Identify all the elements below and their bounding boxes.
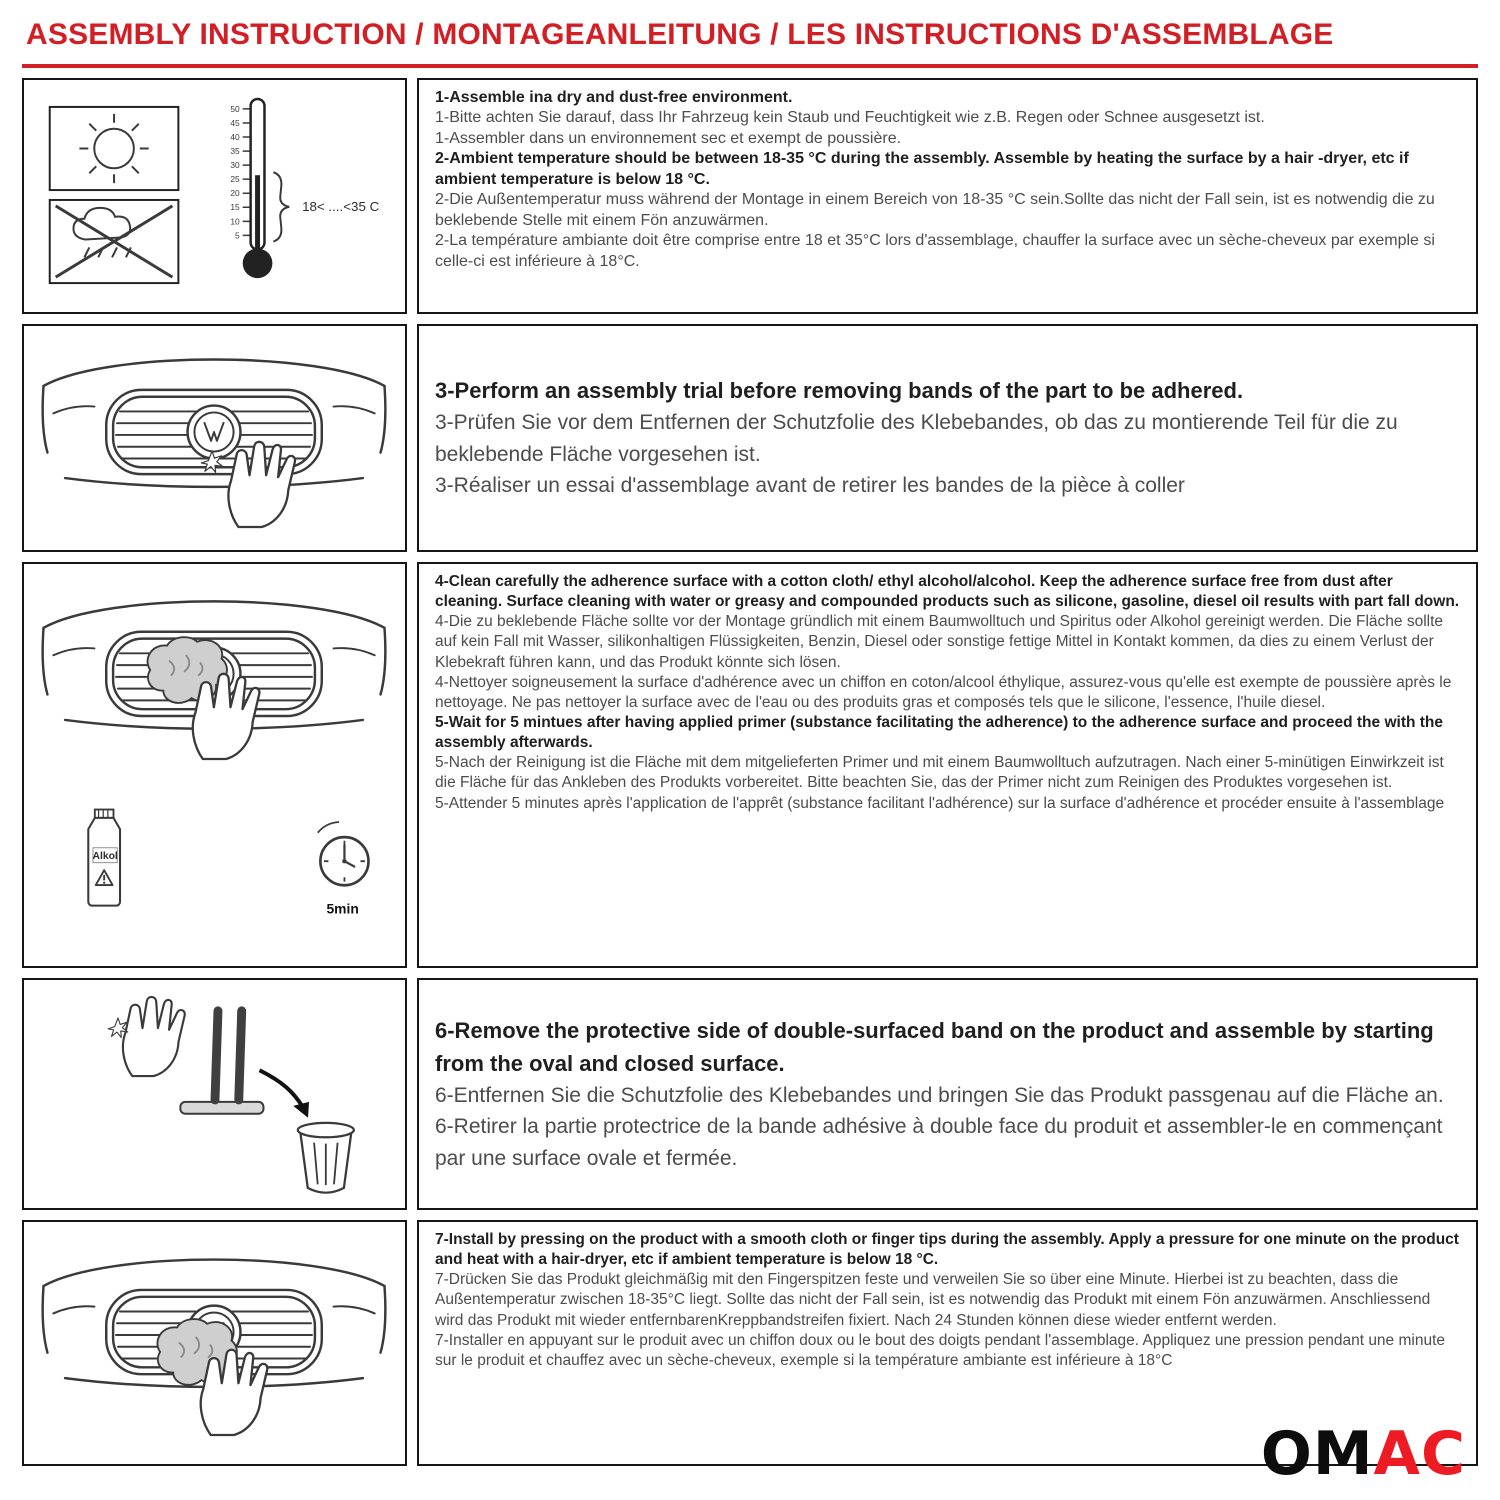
trash-bin-icon bbox=[298, 1123, 354, 1193]
hand-icon bbox=[201, 1350, 268, 1435]
clock-icon bbox=[318, 822, 369, 916]
step-text-6 bbox=[417, 978, 1478, 1210]
clock-label: 5min bbox=[326, 900, 359, 917]
cleaning-illustration-svg bbox=[24, 564, 405, 966]
svg-text:35: 35 bbox=[230, 146, 240, 157]
svg-text:20: 20 bbox=[230, 188, 240, 199]
instruction-heading: 7-Install by pressing on the product with a smooth cloth or finger tips during the assembly. Apply a pressure for one minute on the product and heat with a hair-dryer, etc if ambient temperature is below 18 °C. bbox=[435, 1231, 1459, 1269]
environment-illustration-svg bbox=[24, 80, 405, 312]
instruction-text: 4-Die zu beklebende Fläche sollte vor der Montage gründlich mit einem Baumwolltuch und Spiritus oder Alkohol gereinigt werden. Die Fläche sollte auf kein Fall mit Wasser, silikonhaltigen Flüssigkeiten, Benzin, Diesel oder sonstige fettige Mittel in Kontakt kommen, da dies zu einem Verlust der Klebekraft führen kann, und das Produkt könnte sich lösen. bbox=[435, 613, 1444, 671]
trim-part bbox=[180, 1102, 263, 1114]
svg-text:15: 15 bbox=[230, 202, 240, 213]
range-brace bbox=[273, 172, 289, 241]
instruction-text: 7-Drücken Sie das Produkt gleichmäßig mit den Fingerspitzen feste und verweilen Sie so über eine Minute. Hierbei ist zu beachten, dass die Außentemperatur zwischen 18-35°C liegt. Sollte das nicht der Fall sein, ist es notwendig das Produkt mit einem Fön anzuwärmen. Anschliessend wird das Produkt mit wieder entfernbarenKreppbandstreifen fixiert. Nach 24 Stunden können diese wieder entfernt werden. bbox=[435, 1271, 1431, 1329]
instruction-heading: 3-Perform an assembly trial before removing bands of the part to be adhered. bbox=[435, 378, 1244, 404]
instruction-heading: 1-Assemble ina dry and dust-free environment. bbox=[435, 89, 793, 106]
discard-arrow-icon bbox=[260, 1070, 309, 1118]
instruction-text: 1-Bitte achten Sie darauf, dass Ihr Fahrzeug kein Staub und Feuchtigkeit wie z.B. Regen oder Schnee ausgesetzt ist. bbox=[435, 109, 1265, 127]
svg-text:25: 25 bbox=[230, 174, 240, 185]
step-row-5 bbox=[22, 1220, 1478, 1466]
instruction-text: 3-Prüfen Sie vor dem Entfernen der Schutzfolie des Klebebandes, ob das zu montierende Teil für die zu beklebende Fläche vorgesehen ist. bbox=[435, 411, 1398, 466]
sun-icon bbox=[50, 107, 179, 190]
grille-trial-svg bbox=[24, 326, 405, 550]
instruction-heading: 5-Wait for 5 mintues after having applied primer (substance facilitating the adherence) to the adherence surface and proceed the with the assembly afterwards. bbox=[435, 713, 1443, 752]
instruction-text: 5-Nach der Reinigung ist die Fläche mit dem mitgelieferten Primer und mit einem Baumwolltuch aufzutragen. Nach einer 5-minütigen Einwirkzeit ist die Fläche für das Ankleben des Produkts vorbereitet. Bitte beachten Sie, das der Primer nicht zum Reinigen des Produktes vorgesehen ist. bbox=[435, 754, 1444, 792]
title-underline bbox=[22, 64, 1478, 68]
illustration-environment bbox=[22, 78, 407, 314]
step-text-3 bbox=[417, 324, 1478, 552]
alcohol-bottle-icon bbox=[88, 810, 120, 906]
illustration-cleaning bbox=[22, 562, 407, 968]
press-install-svg bbox=[24, 1222, 405, 1464]
instruction-text: 5-Attender 5 minutes après l'application de l'apprêt (substance facilitant l'adhérence) sur la surface d'adhérence et procéder ensuite à l'assemblage bbox=[435, 794, 1445, 812]
hand-icon bbox=[123, 997, 185, 1076]
step-row-3 bbox=[22, 562, 1478, 968]
instruction-heading: 4-Clean carefully the adherence surface with a cotton cloth/ ethyl alcohol/alcohol. Keep the adherence surface free from dust after cleaning. Surface cleaning with water or greasy and compounded products such as silicone, gasoline, diesel oil results with part fall down. bbox=[435, 573, 1460, 611]
instruction-text: 2-Die Außentemperatur muss während der Montage in einem Bereich von 18-35 °C sein.Sollte das nicht der Fall sein, ist es notwendig die zu beklebende Stelle mit einem Fön anzuwärmen. bbox=[435, 191, 1435, 229]
svg-text:45: 45 bbox=[230, 117, 240, 128]
instruction-text: 6-Entfernen Sie die Schutzfolie des Klebebandes und bringen Sie das Produkt passgenau auf die Fläche an. bbox=[435, 1083, 1444, 1107]
svg-text:10: 10 bbox=[230, 216, 240, 227]
svg-text:30: 30 bbox=[230, 160, 240, 171]
omac-logo-black: OM bbox=[1260, 1419, 1374, 1489]
no-rain-icon bbox=[50, 200, 179, 283]
illustration-press-install bbox=[22, 1220, 407, 1466]
hand-icon bbox=[228, 442, 295, 527]
step-row-4 bbox=[22, 978, 1478, 1210]
svg-text:50: 50 bbox=[230, 103, 240, 114]
step-text-4-5 bbox=[417, 562, 1478, 968]
illustration-assembly-trial bbox=[22, 324, 407, 552]
page-title: ASSEMBLY INSTRUCTION / MONTAGEANLEITUNG / LES INSTRUCTIONS D'ASSEMBLAGE bbox=[26, 18, 1334, 51]
omac-logo bbox=[1260, 1419, 1466, 1489]
instruction-text: 1-Assembler dans un environnement sec et exempt de poussière. bbox=[435, 129, 902, 147]
svg-text:5: 5 bbox=[235, 230, 240, 241]
instruction-heading: 6-Remove the protective side of double-surfaced band on the product and assemble by starting from the oval and closed surface. bbox=[435, 1017, 1434, 1076]
svg-text:40: 40 bbox=[230, 131, 240, 142]
instruction-text: 7-Installer en appuyant sur le produit avec un chiffon doux ou le bout des doigts pendant l'assemblage. Appliquez une pression pendant une minute sur le produit et chauffez avec un sèche-cheveux, exemple si la température ambiante est inférieure à 18°C bbox=[435, 1331, 1446, 1369]
instruction-text: 2-La température ambiante doit être comprise entre 18 et 35°C lors d'assemblage, chauffer la surface avec un sèche-cheveux par exemple si celle-ci est inférieure à 18°C. bbox=[435, 232, 1435, 270]
temperature-range-label: 18< ....<35 C bbox=[302, 198, 380, 214]
alcohol-label: Alkol bbox=[92, 851, 118, 863]
illustration-peel-band bbox=[22, 978, 407, 1210]
step-row-2 bbox=[22, 324, 1478, 552]
thermometer-icon bbox=[230, 99, 379, 278]
instruction-heading: 2-Ambient temperature should be between 18-35 °C during the assembly. Assemble by heating the surface by a hair -dryer, etc if ambient temperature is below 18 °C. bbox=[435, 150, 1409, 188]
omac-logo-red: AC bbox=[1373, 1419, 1466, 1489]
instruction-text: 4-Nettoyer soigneusement la surface d'adhérence avec un chiffon en coton/alcool éthylique, assurez-vous qu'elle est exempte de poussière après le nettoyage. Ne pas nettoyer la surface avec de l'eau ou des produits gras et composés tels que le silicone, l'essence, l'huile diesel. bbox=[435, 673, 1452, 711]
instruction-text: 6-Retirer la partie protectrice de la bande adhésive à double face du produit et assembler-le en commençant par une surface ovale et fermée. bbox=[435, 1115, 1443, 1170]
hand-icon bbox=[193, 674, 260, 759]
step-text-1 bbox=[417, 78, 1478, 314]
instruction-text: 3-Réaliser un essai d'assemblage avant de retirer les bandes de la pièce à coller bbox=[435, 474, 1185, 498]
adhesive-band-strips bbox=[215, 1011, 242, 1100]
step-row-1 bbox=[22, 78, 1478, 314]
peel-band-svg bbox=[24, 980, 405, 1208]
